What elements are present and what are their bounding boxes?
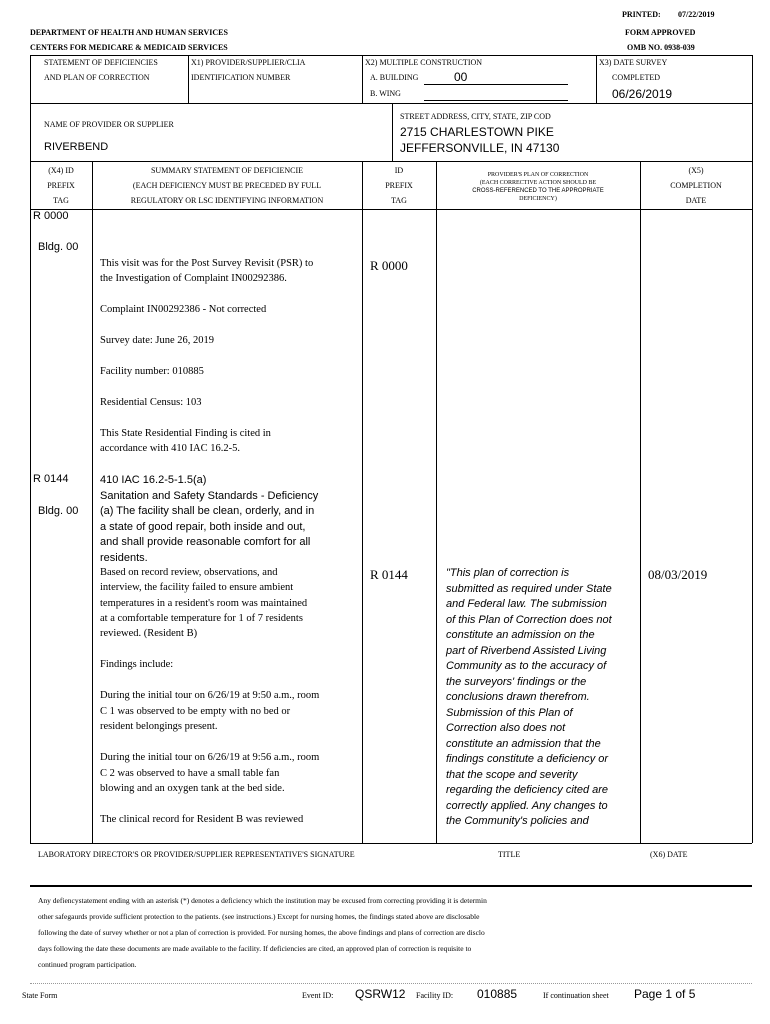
poc-line: that the scope and severity [446,769,578,781]
disclaimer-line: continued program participation. [38,960,137,969]
poc-line: constitute an admission that the [446,738,601,750]
disclaimer-line: Any defiencystatement ending with an asterisk (*) denotes a deficiency which the institution may be excused from correcting providing it is determin [38,896,487,905]
poc-line: conclusions drawn therefrom. [446,691,590,703]
tour1-line-2: C 1 was observed to be empty with no bed or [100,706,291,717]
census-line: Residential Census: 103 [100,397,202,408]
poc-line: and Federal law. The submission [446,598,607,610]
survey-completed-date: 06/26/2019 [612,87,673,101]
facility-id-value: 010885 [477,987,518,1001]
poc-line: the Community's policies and [446,815,589,827]
x6-date-label: (X6) DATE [650,850,688,859]
disclaimer-line: other safegaurds provide sufficient protection to the patients. (see instructions.) Except for nursing homes, the findings stated above are disclosable [38,912,480,921]
col-x4-2: PREFIX [47,181,75,190]
x2-label: X2) MULTIPLE CONSTRUCTION [365,58,483,67]
complaint-line: Complaint IN00292386 - Not corrected [100,304,267,315]
poc-line: regarding the deficiency cited are [446,784,609,796]
col-poc-3: CROSS-REFERENCED TO THE APPROPRIATE [472,188,604,194]
continuation-label: If continuation sheet [543,991,609,1000]
based-line-2: interview, the facility failed to ensure ambient [100,582,294,593]
tour1-line-1: During the initial tour on 6/26/19 at 9:50 a.m., room [100,690,320,701]
facility-id-label: Facility ID: [416,991,454,1000]
id-r0144: R 0144 [370,567,408,582]
stmt-label-2: AND PLAN OF CORRECTION [44,73,150,82]
col-summary-1: SUMMARY STATEMENT OF DEFICIENCIE [150,166,304,175]
poc-line: "This plan of correction is [446,567,570,579]
psr-line-2: the Investigation of Complaint IN00292386. [100,273,287,284]
wing-label: B. WING [370,89,401,98]
reg-line-4: a state of good repair, both inside and out, [100,521,306,533]
x3-label-1: X3) DATE SURVEY [599,58,668,67]
poc-line: Community as to the accuracy of [446,660,607,672]
completion-date: 08/03/2019 [648,567,708,582]
building-value: 00 [454,70,468,84]
title-label: TITLE [498,850,521,859]
printed-label: PRINTED: [622,10,661,19]
col-x4-1: (X4) ID [48,166,74,175]
col-id-1: ID [394,166,404,175]
address-line-1: 2715 CHARLESTOWN PIKE [400,125,554,139]
col-id-3: TAG [391,196,407,205]
col-poc-4: DEFICIENCY) [519,196,557,202]
col-summary-2: (EACH DEFICIENCY MUST BE PRECEDED BY FULL [132,181,322,190]
address-line-2: JEFFERSONVILLE, IN 47130 [400,141,560,155]
col-poc-2: (EACH CORRECTIVE ACTION SHOULD BE [479,180,597,186]
tag-r0144: R 0144 [33,473,69,485]
bldg-label-2: Bldg. 00 [38,505,79,517]
provider-name-label: NAME OF PROVIDER OR SUPPLIER [44,120,174,129]
poc-line: part of Riverbend Assisted Living [446,645,607,657]
page-number: Page 1 of 5 [634,987,696,1001]
cms-title: CENTERS FOR MEDICARE & MEDICAID SERVICES [30,43,228,52]
provider-name: RIVERBEND [44,141,109,153]
disclaimer-line: days following the date these documents are made available to the facility. If deficiencies are cited, an approved plan of correction is requisite to [38,944,472,953]
event-id-value: QSRW12 [355,987,406,1001]
clinical-line: The clinical record for Resident B was reviewed [100,814,304,825]
signature-label: LABORATORY DIRECTOR'S OR PROVIDER/SUPPLIER REPRESENTATIVE'S SIGNATURE [38,850,355,859]
disclaimer-line: following the date of survey whether or not a plan of correction is provided. For nursing homes, the above findings and plans of correction are disclo [38,928,485,937]
stmt-label-1: STATEMENT OF DEFICIENCIES [44,58,158,67]
based-line-4: at a comfortable temperature for 1 of 7 residents [100,613,303,624]
reg-line-2: Sanitation and Safety Standards - Deficiency [100,490,319,502]
id-r0000: R 0000 [370,258,408,273]
survey-date-line: Survey date: June 26, 2019 [100,335,215,346]
reg-line-3: (a) The facility shall be clean, orderly, and in [100,505,315,517]
reg-line-6: residents. [100,552,148,564]
col-id-2: PREFIX [385,181,413,190]
x3-label-2: COMPLETED [612,73,660,82]
findings-line: Findings include: [100,659,174,670]
reg-line-5: and shall provide reasonable comfort for all [100,536,311,548]
tour2-line-1: During the initial tour on 6/26/19 at 9:56 a.m., room [100,752,320,763]
col-summary-3: REGULATORY OR LSC IDENTIFYING INFORMATION [130,196,324,205]
poc-line: submitted as required under State [446,583,612,595]
tour1-line-3: resident belongings present. [100,721,218,732]
event-id-label: Event ID: [302,991,334,1000]
x1-label-1: X1) PROVIDER/SUPPLIER/CLIA [191,58,306,67]
poc-line: of this Plan of Correction does not [446,614,612,626]
poc-line: correctly applied. Any changes to [446,800,608,812]
printed-date: 07/22/2019 [678,10,715,19]
tour2-line-2: C 2 was observed to have a small table fan [100,768,280,779]
based-line-3: temperatures in a resident's room was maintained [100,598,308,609]
finding-line-2: accordance with 410 IAC 16.2-5. [100,443,240,454]
col-x5-3: DATE [685,196,707,205]
based-line-1: Based on record review, observations, and [100,567,278,578]
state-form-label: State Form [22,991,58,1000]
col-poc-1: PROVIDER'S PLAN OF CORRECTION [487,172,589,178]
reg-line-1: 410 IAC 16.2-5-1.5(a) [100,474,207,486]
bldg-label-1: Bldg. 00 [38,241,79,253]
dept-title: DEPARTMENT OF HEALTH AND HUMAN SERVICES [30,28,228,37]
tag-r0000: R 0000 [33,210,69,222]
facility-number-line: Facility number: 010885 [100,366,204,377]
x1-label-2: IDENTIFICATION NUMBER [191,73,291,82]
tour2-line-3: blowing and an oxygen tank at the bed side. [100,783,285,794]
based-line-5: reviewed. (Resident B) [100,628,198,639]
address-label: STREET ADDRESS, CITY, STATE, ZIP COD [400,112,551,121]
poc-line: Correction also does not [446,722,566,734]
omb-number: OMB NO. 0938-039 [627,43,695,52]
poc-line: Submission of this Plan of [446,707,573,719]
poc-line: findings constitute a deficiency or [446,753,609,765]
form-approved: FORM APPROVED [625,28,696,37]
psr-line-1: This visit was for the Post Survey Revisit (PSR) to [100,258,314,269]
building-label: A. BUILDING [370,73,419,82]
poc-line: the surveyors' findings or the [446,676,587,688]
poc-line: constitute an admission on the [446,629,595,641]
finding-line-1: This State Residential Finding is cited in [100,428,271,439]
col-x5-1: (X5) [688,166,704,175]
col-x5-2: COMPLETION [670,181,722,190]
col-x4-3: TAG [53,196,69,205]
